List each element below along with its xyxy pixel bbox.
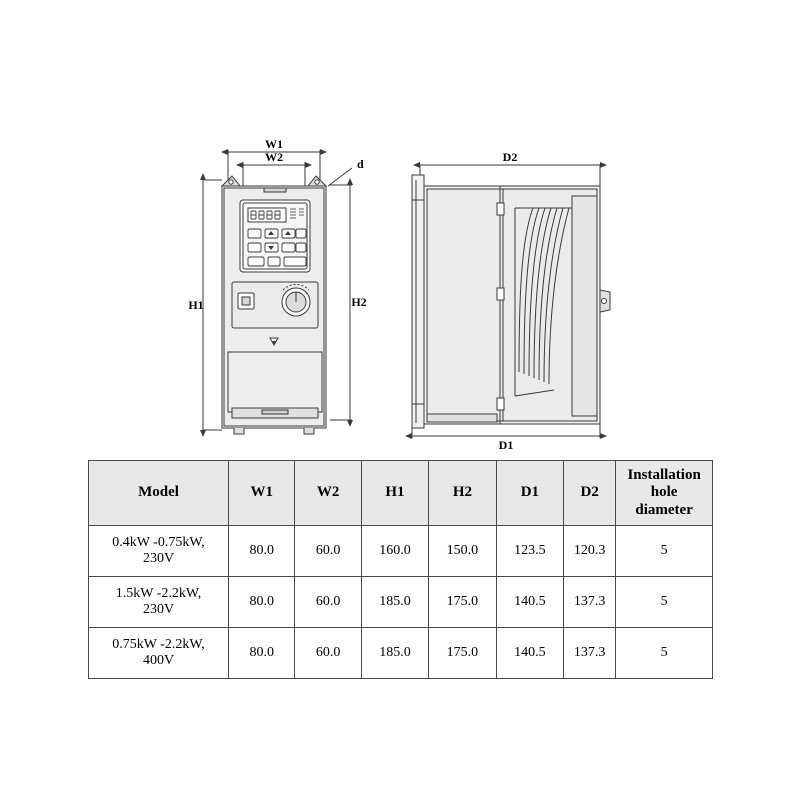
col-header-h2: H2 — [429, 461, 496, 526]
cell-model-line2: 400V — [142, 653, 175, 668]
table-body — [89, 526, 713, 679]
cell-w2: 60.0 — [295, 577, 361, 628]
cell-w1: 80.0 — [229, 526, 295, 577]
table-row — [89, 526, 713, 577]
cell-model — [89, 526, 229, 577]
table-row — [89, 628, 713, 679]
cell-model-line1: 0.4kW -0.75kW, — [112, 534, 205, 550]
cell-d2: 137.3 — [564, 628, 616, 679]
dimension-table — [88, 460, 713, 679]
col-header-d1: D1 — [496, 461, 563, 526]
col-header-w2: W2 — [295, 461, 361, 526]
cell-hole: 5 — [616, 628, 713, 679]
cell-h2: 150.0 — [429, 526, 496, 577]
cell-w1: 80.0 — [229, 628, 295, 679]
col-header-h1: H1 — [361, 461, 428, 526]
cell-hole: 5 — [616, 577, 713, 628]
label-d: d — [357, 157, 364, 171]
cell-model-line2: 230V — [142, 551, 175, 566]
table-header — [89, 461, 713, 526]
table-row — [89, 577, 713, 628]
cell-d2: 120.3 — [564, 526, 616, 577]
label-h2: H2 — [351, 295, 367, 309]
cell-w2: 60.0 — [295, 526, 361, 577]
cell-model-line1: 0.75kW -2.2kW, — [112, 636, 205, 652]
col-header-w1: W1 — [229, 461, 295, 526]
cell-model — [89, 628, 229, 679]
col-header-hole-line1: Installation — [627, 467, 701, 484]
cell-w2: 60.0 — [295, 628, 361, 679]
table-header-row — [89, 461, 713, 526]
cell-h1: 160.0 — [361, 526, 428, 577]
cell-h1: 185.0 — [361, 628, 428, 679]
cell-model-line1: 1.5kW -2.2kW, — [115, 585, 202, 601]
cell-w1: 80.0 — [229, 577, 295, 628]
cell-d2: 137.3 — [564, 577, 616, 628]
label-w1: W1 — [265, 137, 283, 151]
col-header-d2: D2 — [564, 461, 616, 526]
label-h1: H1 — [188, 298, 204, 312]
front-view-group — [203, 150, 352, 434]
label-d2: D2 — [502, 150, 518, 164]
cell-d1: 140.5 — [496, 577, 563, 628]
cell-d1: 140.5 — [496, 628, 563, 679]
label-w2: W2 — [265, 150, 283, 164]
col-header-hole-line2: hole — [650, 484, 678, 501]
col-header-hole — [616, 461, 713, 526]
cell-h2: 175.0 — [429, 628, 496, 679]
cell-model — [89, 577, 229, 628]
cell-h1: 185.0 — [361, 577, 428, 628]
cell-hole: 5 — [616, 526, 713, 577]
cell-h2: 175.0 — [429, 577, 496, 628]
col-header-hole-line3: diameter — [635, 501, 693, 518]
cell-d1: 123.5 — [496, 526, 563, 577]
dimension-table-container — [88, 460, 713, 679]
side-view-group — [412, 165, 610, 438]
cell-model-line2: 230V — [142, 602, 175, 617]
col-header-model: Model — [89, 461, 229, 526]
label-d1: D1 — [498, 438, 514, 452]
